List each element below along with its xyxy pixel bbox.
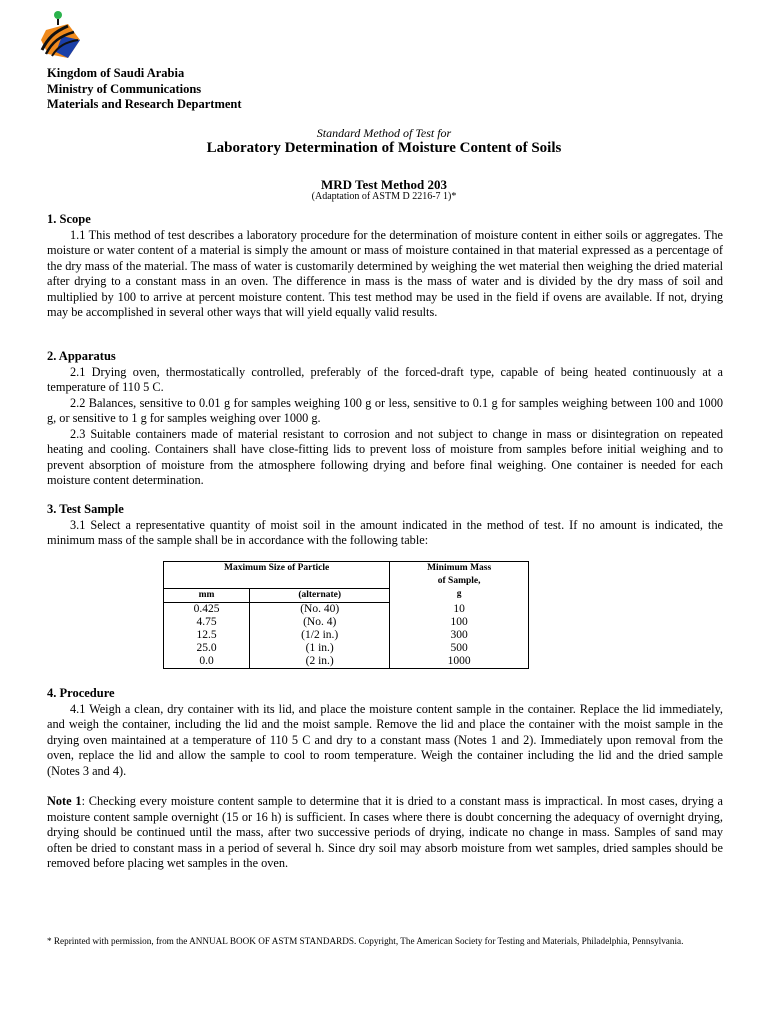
table-header-particle: Maximum Size of Particle xyxy=(164,562,390,589)
paragraph: 2.1 Drying oven, thermostatically controlled, preferably of the forced-draft type, capable of being heated continuously at a temperature of 110 5 C. xyxy=(47,364,723,394)
table-header-mass: Minimum Mass of Sample, g xyxy=(390,562,529,603)
paragraph: 2.3 Suitable containers made of material resistant to corrosion and not subject to change in mass or disintegration on repeated heating and cooling. Containers shall have close-fitting lids to prevent loss of moisture from samples before initial weighing and to prevent absorption of moisture from the atmosphere following drying and before final weighing. One container is needed for each moisture content determination. xyxy=(47,426,723,487)
section-test-sample xyxy=(47,502,723,549)
table-row: 0.425 (No. 40) 10 xyxy=(164,603,529,617)
method-number: MRD Test Method 203 xyxy=(320,177,448,192)
note-text: : Checking every moisture content sample to determine that it is dried to a constant mass is impractical. In most cases, drying a moisture content sample overnight (15 or 16 h) is sufficient. In cases where there is doubt concerning the adequacy of overnight drying, drying should be continued until the mass, after two successive periods of drying, indicate no change in mass. Samples of sand may often be dried to constant mass in a period of several h. Since dry soil may absorb moisture from wet samples, dried samples should be removed before placing wet samples in the oven. xyxy=(47,794,723,870)
org-line-department: Materials and Research Department xyxy=(47,97,242,111)
table-col-mm: mm xyxy=(164,589,250,603)
section-heading: 2. Apparatus xyxy=(47,349,116,363)
section-heading: 4. Procedure xyxy=(47,686,115,700)
section-apparatus xyxy=(47,349,723,489)
standard-subtitle: Standard Method of Test for xyxy=(316,126,452,140)
note-1 xyxy=(47,794,723,872)
table-row: 0.0 (2 in.) 1000 xyxy=(164,655,529,669)
paragraph: 2.2 Balances, sensitive to 0.01 g for samples weighing 100 g or less, sensitive to 0.1 g for samples weighing between 100 and 1000 g, or sensitive to 1 g for samples weighing over 1000 g. xyxy=(47,395,723,425)
org-line-country: Kingdom of Saudi Arabia xyxy=(47,66,185,80)
note-label: Note 1 xyxy=(47,794,82,808)
ministry-emblem-icon xyxy=(38,10,82,60)
paragraph: 1.1 This method of test describes a laboratory procedure for the determination of moisture content in either soils or aggregates. The moisture or water content of a material is simply the amount or mass of moisture contained in that material expressed as a percentage of the dry mass of the material. The mass of water is customarily determined by weighing the wet material then weighing the dried material after drying to a constant mass in an oven. The difference in mass is the mass of water and is divided by the dry mass of soil and multiplied by 100 to arrive at percent moisture content. This test method may be used in the field if ovens are available. If not, drying may be accomplished in several other ways that will yield equally valid results. xyxy=(47,227,723,319)
paragraph: 3.1 Select a representative quantity of moist soil in the amount indicated in the method of test. If no amount is indicated, the minimum mass of the sample shall be in accordance with the following table: xyxy=(47,517,723,547)
section-heading: 1. Scope xyxy=(47,212,91,226)
table-row: 12.5 (1/2 in.) 300 xyxy=(164,629,529,642)
section-procedure xyxy=(47,686,723,779)
document-title: Laboratory Determination of Moisture Content of Soils xyxy=(206,140,562,156)
org-line-ministry: Ministry of Communications xyxy=(47,81,202,96)
organization-header xyxy=(47,66,242,113)
paragraph: 4.1 Weigh a clean, dry container with its lid, and place the moisture content sample in the container. Replace the lid immediately, and weigh the container, including the lid and the moist sample. Remove the lid and place the container with the moist sample in the drying oven maintained at a temperature of 110 5 C and dry to a constant mass (Notes 1 and 2). Immediately upon removal from the oven, replace the lid and allow the sample to cool to room temperature. Weigh the container including the lid and the dried sample (Notes 3 and 4). xyxy=(47,701,723,778)
adaptation-note: (Adaptation of ASTM D 2216-7 1)* xyxy=(311,191,457,202)
table-row: 25.0 (1 in.) 500 xyxy=(164,642,529,655)
sample-mass-table xyxy=(163,561,529,669)
section-heading: 3. Test Sample xyxy=(47,502,124,516)
table-row: 4.75 (No. 4) 100 xyxy=(164,616,529,629)
footnote: * Reprinted with permission, from the ANNUAL BOOK OF ASTM STANDARDS. Copyright, The American Society for Testing and Materials, Philadelphia, Pennsylvania. xyxy=(47,936,684,946)
table-col-alternate: (alternate) xyxy=(250,589,390,603)
section-scope xyxy=(47,212,723,321)
